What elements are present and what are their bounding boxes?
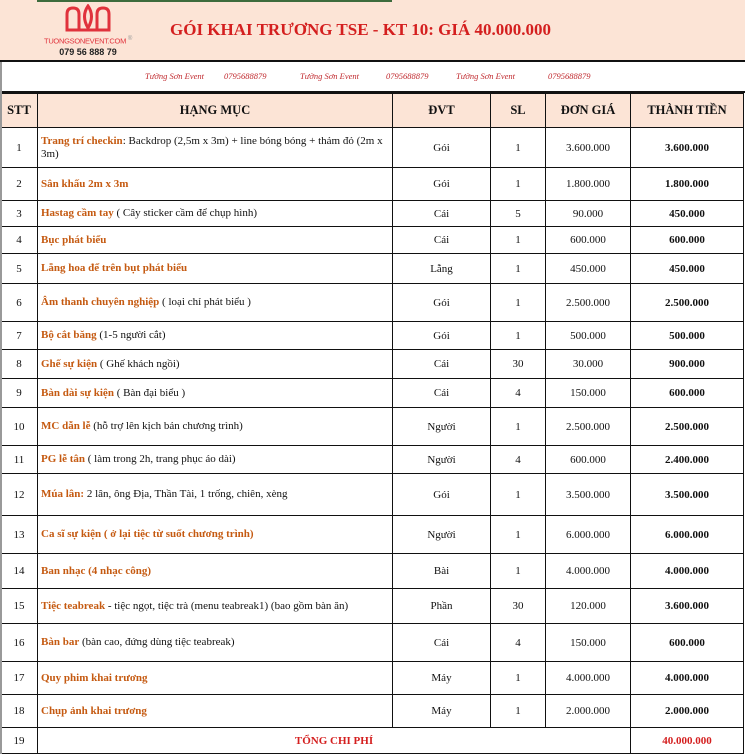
contact-phone: 0795688879: [224, 71, 267, 81]
item-unit-price: 4.000.000: [546, 662, 631, 695]
item-total: 600.000: [631, 379, 744, 408]
table-row: [1, 554, 744, 589]
column-header-stt: STT: [1, 94, 38, 128]
contact-subheader: [0, 62, 745, 93]
item-name: Ban nhạc (4 nhạc công): [41, 564, 152, 577]
contact-brand: Tường Sơn Event: [300, 71, 360, 81]
item-name: Lẵng hoa để trên bụt phát biểu: [41, 262, 188, 274]
item-description: [38, 474, 393, 516]
item-quantity: 30: [491, 589, 546, 624]
item-unit: Cái: [393, 350, 491, 379]
table-header-row: [1, 94, 744, 128]
item-total: 2.000.000: [631, 695, 744, 728]
item-unit: Gói: [393, 284, 491, 322]
item-unit: Người: [393, 408, 491, 446]
item-description: [38, 408, 393, 446]
item-description: [38, 662, 393, 695]
table-row: [1, 695, 744, 728]
contact-brand: Tường Sơn Event: [456, 71, 516, 81]
row-number: 9: [1, 379, 38, 408]
item-unit-price: 150.000: [546, 624, 631, 662]
item-unit-price: 3.600.000: [546, 128, 631, 168]
item-description: [38, 227, 393, 254]
item-unit: Người: [393, 446, 491, 474]
item-quantity: 1: [491, 695, 546, 728]
item-unit: Cái: [393, 624, 491, 662]
row-number: 3: [1, 201, 38, 227]
item-description: [38, 554, 393, 589]
item-quantity: 4: [491, 624, 546, 662]
item-total: 3.600.000: [631, 128, 744, 168]
item-total: 500.000: [631, 322, 744, 350]
item-name: Bộ cắt băng: [41, 329, 97, 341]
item-unit-price: 120.000: [546, 589, 631, 624]
item-unit: Gói: [393, 474, 491, 516]
row-number: 5: [1, 254, 38, 284]
item-unit: Phần: [393, 589, 491, 624]
top-edge-line: [37, 0, 392, 2]
table-row: [1, 227, 744, 254]
table-row: [1, 662, 744, 695]
item-quantity: 1: [491, 128, 546, 168]
row-number: 1: [1, 128, 38, 168]
item-total: 4.000.000: [631, 662, 744, 695]
row-number: 15: [1, 589, 38, 624]
item-unit-price: 90.000: [546, 201, 631, 227]
item-unit-price: 600.000: [546, 227, 631, 254]
item-description: [38, 201, 393, 227]
header-banner: [0, 0, 745, 62]
item-unit: Người: [393, 516, 491, 554]
item-description: [38, 379, 393, 408]
item-name: Trang trí checkin: [41, 134, 123, 147]
left-edge-line: [0, 62, 2, 754]
item-detail: (hỗ trợ lên kịch bản chương trình): [90, 420, 243, 432]
item-name: Chụp ảnh khai trương: [41, 704, 147, 717]
item-detail: ( Cây sticker cầm để chụp hình): [113, 207, 257, 219]
item-quantity: 1: [491, 516, 546, 554]
table-row: [1, 408, 744, 446]
item-unit-price: 600.000: [546, 446, 631, 474]
contact-brand: Tường Sơn Event: [145, 71, 205, 81]
item-description: [38, 624, 393, 662]
item-total: 4.000.000: [631, 554, 744, 589]
item-total: 2.400.000: [631, 446, 744, 474]
item-quantity: 4: [491, 379, 546, 408]
item-detail: ( Bàn đại biểu ): [113, 386, 186, 399]
item-description: [38, 516, 393, 554]
contact-phone: 0795688879: [548, 71, 591, 81]
row-number: 16: [1, 624, 38, 662]
item-name: Bàn dài sự kiện: [41, 386, 114, 399]
table-row: [1, 379, 744, 408]
item-unit: Gói: [393, 322, 491, 350]
item-quantity: 1: [491, 322, 546, 350]
logo-brand-text: TUONGSONEVENT.COM ®: [44, 36, 132, 46]
column-header-item: HẠNG MỤC: [38, 94, 393, 128]
column-header-total: THÀNH TIỀN: [631, 94, 744, 128]
item-detail: : Backdrop (2,5m x 3m) + line bóng bóng + thảm đỏ (2m x 3m): [41, 134, 383, 160]
row-number: 14: [1, 554, 38, 589]
item-quantity: 30: [491, 350, 546, 379]
item-description: [38, 589, 393, 624]
item-total: 600.000: [631, 227, 744, 254]
item-detail: 2 lân, ông Địa, Thần Tài, 1 trống, chiên, xèng: [84, 488, 288, 500]
item-quantity: 1: [491, 554, 546, 589]
item-description: [38, 128, 393, 168]
item-unit: Cái: [393, 201, 491, 227]
row-number: 2: [1, 168, 38, 201]
summary-row: [1, 728, 744, 754]
item-total: 2.500.000: [631, 284, 744, 322]
item-detail: (1-5 người cắt): [96, 329, 166, 341]
item-quantity: 5: [491, 201, 546, 227]
item-unit: Gói: [393, 168, 491, 201]
item-quantity: 1: [491, 284, 546, 322]
item-unit-price: 2.500.000: [546, 284, 631, 322]
quote-table: [0, 93, 744, 754]
item-unit-price: 150.000: [546, 379, 631, 408]
contact-phone: 0795688879: [386, 71, 429, 81]
item-quantity: 1: [491, 254, 546, 284]
table-row: [1, 128, 744, 168]
row-number: 12: [1, 474, 38, 516]
item-unit-price: 30.000: [546, 350, 631, 379]
item-unit-price: 3.500.000: [546, 474, 631, 516]
row-number: 18: [1, 695, 38, 728]
item-total: 3.600.000: [631, 589, 744, 624]
item-quantity: 1: [491, 662, 546, 695]
item-quantity: 1: [491, 408, 546, 446]
row-number: 11: [1, 446, 38, 474]
item-unit-price: 4.000.000: [546, 554, 631, 589]
item-unit: Cái: [393, 227, 491, 254]
page-title: GÓI KHAI TRƯƠNG TSE - KT 10: GIÁ 40.000.000: [170, 20, 551, 39]
item-name: Sân khấu 2m x 3m: [41, 177, 129, 190]
item-total: 450.000: [631, 254, 744, 284]
row-number: 6: [1, 284, 38, 322]
logo-hotline: 079 56 888 79: [59, 46, 117, 57]
table-row: [1, 284, 744, 322]
table-row: [1, 201, 744, 227]
item-name: Bàn bar: [41, 636, 80, 648]
item-detail: ( loại chỉ phát biểu ): [159, 296, 251, 308]
table-row: [1, 322, 744, 350]
item-name: Âm thanh chuyên nghiệp: [41, 296, 160, 308]
item-name: Ghế sự kiện: [41, 357, 98, 370]
item-unit: Máy: [393, 695, 491, 728]
company-logo: [28, 4, 148, 59]
item-name: Tiệc teabreak: [41, 599, 106, 612]
item-unit: Máy: [393, 662, 491, 695]
column-header-price: ĐƠN GIÁ: [546, 94, 631, 128]
row-number: 10: [1, 408, 38, 446]
row-number: 19: [1, 728, 38, 754]
item-unit-price: 2.000.000: [546, 695, 631, 728]
item-description: [38, 254, 393, 284]
table-row: [1, 168, 744, 201]
item-name: MC dẫn lễ: [41, 420, 91, 432]
lotus-logo-icon: [63, 4, 113, 34]
item-detail: (bàn cao, đứng dùng tiệc teabreak): [79, 636, 235, 648]
item-unit: Cái: [393, 379, 491, 408]
item-name: Ca sĩ sự kiện ( ở lại tiệc từ suốt chương trình): [41, 528, 254, 540]
column-header-qty: SL: [491, 94, 546, 128]
item-description: [38, 168, 393, 201]
item-quantity: 1: [491, 168, 546, 201]
item-quantity: 1: [491, 227, 546, 254]
table-row: [1, 589, 744, 624]
table-row: [1, 624, 744, 662]
item-total: 600.000: [631, 624, 744, 662]
item-total: 1.800.000: [631, 168, 744, 201]
item-unit-price: 500.000: [546, 322, 631, 350]
item-total: 450.000: [631, 201, 744, 227]
table-row: [1, 350, 744, 379]
column-header-unit: ĐVT: [393, 94, 491, 128]
total-cost-label: TỔNG CHI PHÍ: [38, 728, 631, 754]
item-unit: Gói: [393, 128, 491, 168]
row-number: 13: [1, 516, 38, 554]
item-unit-price: 6.000.000: [546, 516, 631, 554]
item-description: [38, 284, 393, 322]
table-row: [1, 474, 744, 516]
row-number: 17: [1, 662, 38, 695]
item-quantity: 4: [491, 446, 546, 474]
item-name: Hastag cầm tay: [41, 207, 114, 219]
table-row: [1, 446, 744, 474]
item-description: [38, 446, 393, 474]
item-unit-price: 2.500.000: [546, 408, 631, 446]
item-total: 900.000: [631, 350, 744, 379]
row-number: 8: [1, 350, 38, 379]
table-row: [1, 516, 744, 554]
row-number: 4: [1, 227, 38, 254]
item-unit: Bài: [393, 554, 491, 589]
item-name: Múa lân:: [41, 488, 85, 500]
item-detail: - tiệc ngọt, tiệc trà (menu teabreak1) (bao gồm bàn ăn): [105, 599, 349, 612]
item-unit-price: 450.000: [546, 254, 631, 284]
total-cost-value: 40.000.000: [631, 728, 744, 754]
item-description: [38, 322, 393, 350]
item-detail: ( Ghế khách ngồi): [97, 357, 180, 370]
item-quantity: 1: [491, 474, 546, 516]
item-unit: Lẵng: [393, 254, 491, 284]
item-total: 2.500.000: [631, 408, 744, 446]
item-description: [38, 350, 393, 379]
row-number: 7: [1, 322, 38, 350]
item-name: PG lễ tân: [41, 453, 85, 465]
item-description: [38, 695, 393, 728]
table-row: [1, 254, 744, 284]
item-unit-price: 1.800.000: [546, 168, 631, 201]
item-name: Quy phim khai trương: [41, 671, 148, 684]
item-name: Bục phát biểu: [41, 233, 107, 246]
item-total: 3.500.000: [631, 474, 744, 516]
item-detail: ( làm trong 2h, trang phục áo dài): [85, 453, 236, 465]
item-total: 6.000.000: [631, 516, 744, 554]
